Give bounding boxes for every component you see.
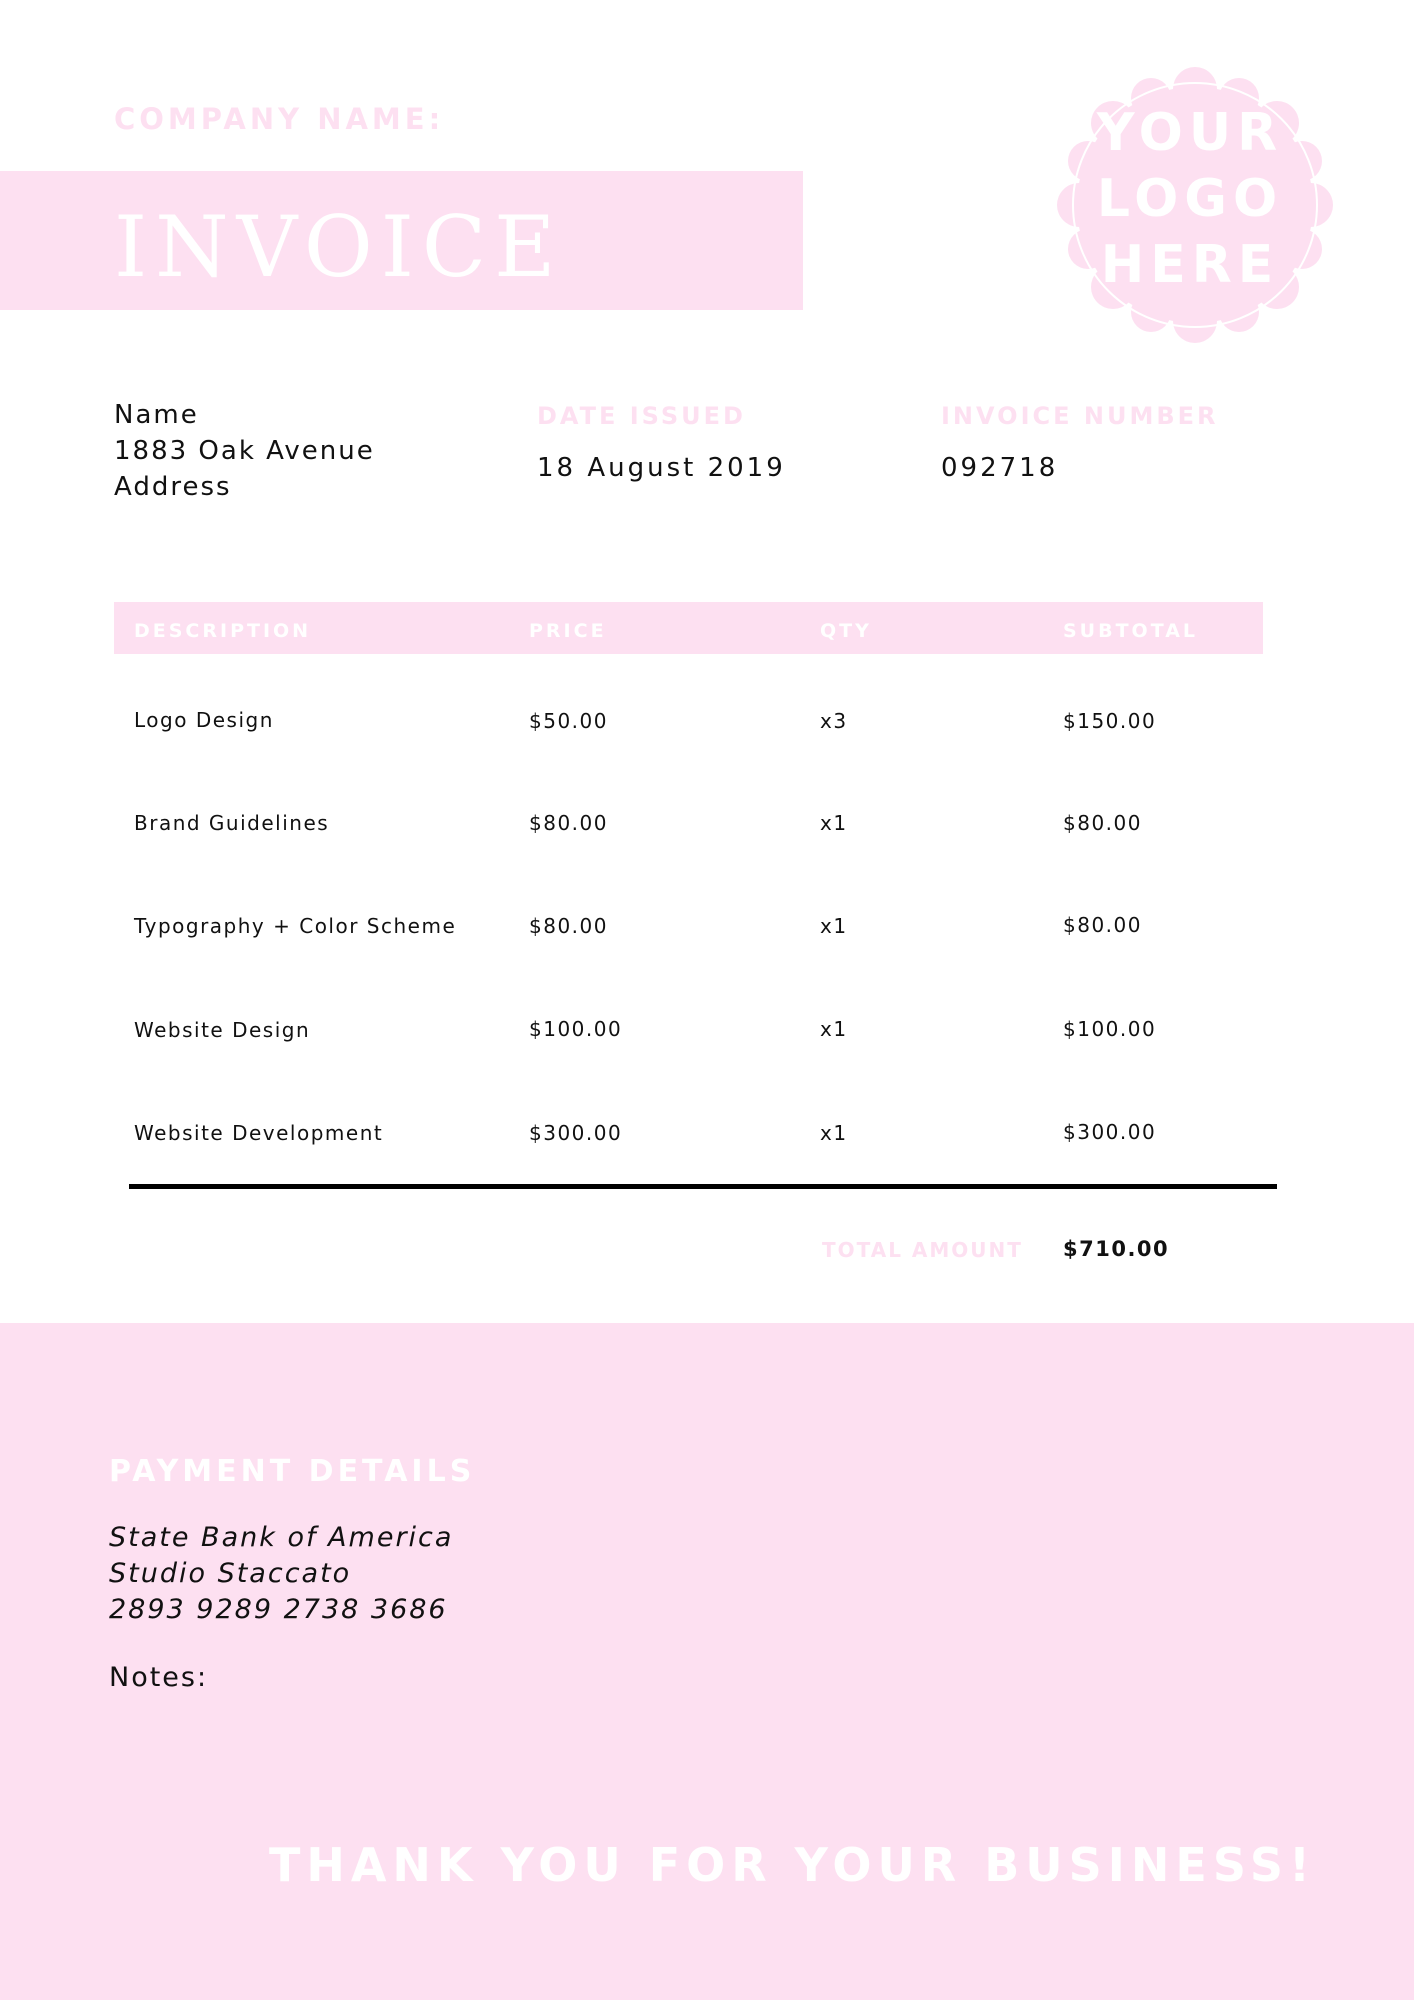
client-address — [114, 397, 375, 505]
account-number: 2893 9289 2738 3686 — [109, 1594, 448, 1625]
item-price: $100.00 — [529, 1017, 623, 1041]
bank-name: State Bank of America — [109, 1522, 454, 1553]
company-name-label: COMPANY NAME: — [114, 102, 445, 136]
logo-line: LOGO — [1096, 169, 1284, 229]
total-amount-value: $710.00 — [1063, 1237, 1170, 1261]
column-header-qty: QTY — [820, 620, 872, 642]
invoice-title: INVOICE — [114, 198, 564, 296]
invoice-number-value: 092718 — [941, 453, 1059, 483]
total-amount-label: TOTAL AMOUNT — [822, 1238, 1023, 1262]
logo-line: HERE — [1100, 235, 1280, 295]
account-name: Studio Staccato — [109, 1558, 352, 1589]
item-subtotal: $100.00 — [1063, 1017, 1157, 1041]
total-divider — [129, 1184, 1277, 1189]
item-qty: x1 — [820, 811, 848, 835]
item-subtotal: $80.00 — [1063, 913, 1142, 937]
item-description: Website Development — [134, 1121, 384, 1145]
column-header-price: PRICE — [529, 620, 607, 642]
date-issued-label: DATE ISSUED — [537, 402, 746, 430]
date-issued-value: 18 August 2019 — [537, 453, 786, 483]
item-price: $50.00 — [529, 709, 608, 733]
logo-line: YOUR — [1096, 103, 1284, 163]
client-address-line: Address — [114, 472, 232, 502]
item-description: Brand Guidelines — [134, 811, 330, 835]
item-description: Logo Design — [134, 708, 274, 732]
item-qty: x3 — [820, 709, 848, 733]
payment-details-label: PAYMENT DETAILS — [109, 1454, 476, 1489]
item-price: $80.00 — [529, 914, 608, 938]
item-description: Typography + Color Scheme — [134, 914, 457, 938]
item-price: $80.00 — [529, 811, 608, 835]
client-name: Name — [114, 400, 199, 430]
logo-placeholder-text — [1070, 100, 1310, 298]
item-description: Website Design — [134, 1018, 311, 1042]
invoice-number-label: INVOICE NUMBER — [941, 402, 1219, 430]
item-subtotal: $300.00 — [1063, 1120, 1157, 1144]
item-qty: x1 — [820, 914, 848, 938]
item-subtotal: $150.00 — [1063, 709, 1157, 733]
column-header-description: DESCRIPTION — [134, 620, 312, 642]
column-header-subtotal: SUBTOTAL — [1063, 620, 1199, 642]
footer-panel — [0, 1323, 1414, 2000]
client-street: 1883 Oak Avenue — [114, 436, 375, 466]
item-qty: x1 — [820, 1017, 848, 1041]
thank-you-message: THANK YOU FOR YOUR BUSINESS! — [268, 1838, 1316, 1892]
notes-label: Notes: — [109, 1662, 209, 1693]
item-subtotal: $80.00 — [1063, 811, 1142, 835]
payment-details — [109, 1520, 453, 1628]
item-qty: x1 — [820, 1121, 848, 1145]
item-price: $300.00 — [529, 1121, 623, 1145]
